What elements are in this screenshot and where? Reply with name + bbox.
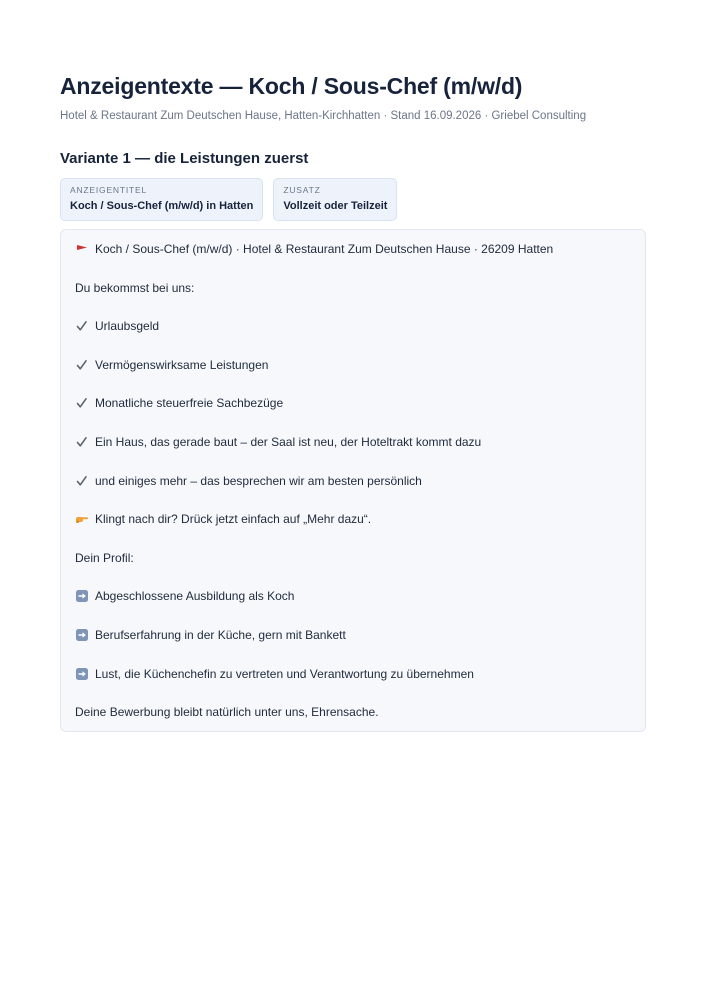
cta-text: Klingt nach dir? Drück jetzt einfach auf „Mehr dazu“. xyxy=(95,512,372,527)
extra-box xyxy=(273,178,397,221)
cta-line xyxy=(75,512,631,526)
benefits-heading: Du bekommst bei uns: xyxy=(75,280,195,295)
intro-line xyxy=(75,242,631,256)
variant-meta-row xyxy=(60,178,646,221)
profile-text: Abgeschlossene Ausbildung als Koch xyxy=(95,589,295,604)
extra-label: ZUSATZ xyxy=(283,185,321,195)
pointing-hand-icon xyxy=(75,512,89,526)
check-mark-icon xyxy=(75,435,89,449)
red-flag-icon xyxy=(75,242,89,256)
profile-text: Berufserfahrung in der Küche, gern mit Bankett xyxy=(95,627,346,642)
ad-title-value: Koch / Sous-Chef (m/w/d) in Hatten xyxy=(70,200,254,212)
benefit-item xyxy=(75,358,631,372)
check-mark-icon xyxy=(75,474,89,488)
profile-item xyxy=(75,667,631,681)
benefit-text: Ein Haus, das gerade baut – der Saal ist neu, der Hoteltrakt kommt dazu xyxy=(95,434,482,449)
check-mark-icon xyxy=(75,319,89,333)
check-mark-icon xyxy=(75,358,89,372)
ad-title-label: ANZEIGENTITEL xyxy=(70,185,147,195)
right-arrow-button-icon xyxy=(75,589,89,603)
intro-text: Koch / Sous-Chef (m/w/d) · Hotel & Restaurant Zum Deutschen Hause · 26209 Hatten xyxy=(95,242,554,256)
benefit-item xyxy=(75,435,631,449)
page-subtitle: Hotel & Restaurant Zum Deutschen Hause, Hatten-Kirchhatten · Stand 16.09.2026 · Griebel Consulting xyxy=(60,110,587,122)
closing-line xyxy=(75,705,631,719)
page-title: Anzeigentexte — Koch / Sous-Chef (m/w/d) xyxy=(60,73,523,99)
profile-heading-line xyxy=(75,551,631,565)
profile-heading: Dein Profil: xyxy=(75,550,134,565)
benefit-text: Monatliche steuerfreie Sachbezüge xyxy=(95,396,284,411)
document-page xyxy=(60,72,646,732)
benefit-text: und einiges mehr – das besprechen wir am besten persönlich xyxy=(95,473,422,488)
profile-item xyxy=(75,589,631,603)
closing-text: Deine Bewerbung bleibt natürlich unter uns, Ehrensache. xyxy=(75,705,379,720)
profile-item xyxy=(75,628,631,642)
right-arrow-button-icon xyxy=(75,628,89,642)
benefit-item xyxy=(75,474,631,488)
benefit-text: Urlaubsgeld xyxy=(95,319,160,334)
benefit-item xyxy=(75,396,631,410)
check-mark-icon xyxy=(75,396,89,410)
profile-text: Lust, die Küchenchefin zu vertreten und Verantwortung zu übernehmen xyxy=(95,666,474,681)
ad-text-box xyxy=(60,229,646,732)
benefit-item xyxy=(75,319,631,333)
benefit-text: Vermögenswirksame Leistungen xyxy=(95,357,269,372)
ad-title-box xyxy=(60,178,263,221)
extra-value: Vollzeit oder Teilzeit xyxy=(283,200,388,212)
variant-heading: Variante 1 — die Leistungen zuerst xyxy=(60,150,309,167)
right-arrow-button-icon xyxy=(75,667,89,681)
benefits-heading-line xyxy=(75,281,631,295)
